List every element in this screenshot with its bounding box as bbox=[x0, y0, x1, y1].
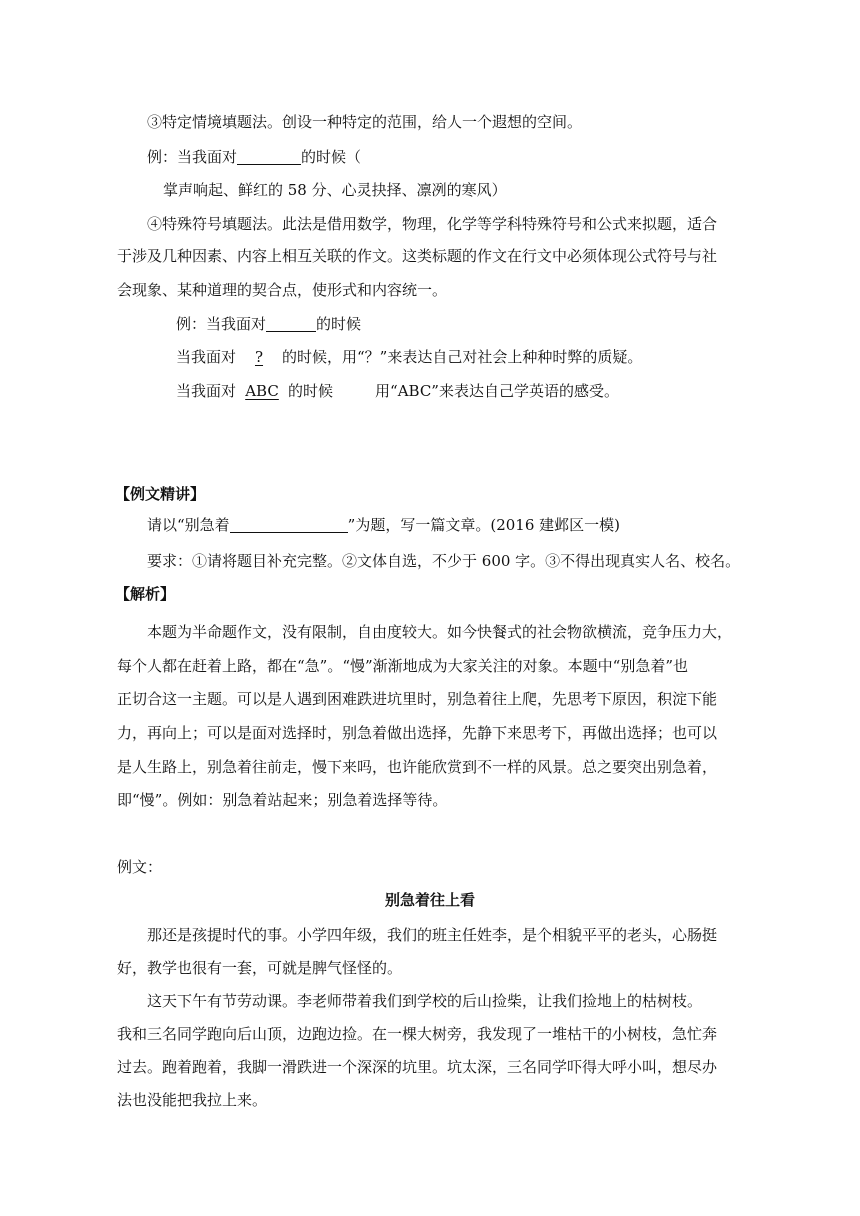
method-4-line-1: ④特殊符号填题法。此法是借用数学，物理，化学等学科特殊符号和公式来拟题，适合 bbox=[147, 215, 718, 233]
method-4-question-example bbox=[176, 347, 642, 367]
analysis-line-2: 每个人都在赶着上路，都在“急”。“慢”渐渐地成为大家关注的对象。本题中“别急着”也 bbox=[117, 657, 689, 675]
method-4-abc-example bbox=[176, 381, 619, 401]
analysis-line-3: 正切合这一主题。可以是人遇到困难跌进坑里时，别急着往上爬，先思考下原因，积淀下能 bbox=[117, 690, 718, 708]
abc-symbol: ABC bbox=[245, 382, 279, 400]
analysis-heading: 【解析】 bbox=[115, 585, 176, 603]
method-3-example bbox=[147, 147, 361, 167]
question-symbol: ? bbox=[254, 348, 264, 366]
method-3-text: ③特定情境填题法。创设一种特定的范围，给人一个遐想的空间。 bbox=[147, 113, 583, 131]
essay-prompt-blank bbox=[230, 516, 348, 533]
method-4-blank bbox=[266, 315, 316, 332]
method-4-example-prefix: 例：当我面对 bbox=[176, 315, 267, 333]
essay-p2-line-2: 我和三名同学跑向后山顶，边跑边捡。在一棵大树旁，我发现了一堆枯干的小树枝，急忙奔 bbox=[117, 1025, 718, 1043]
essay-prompt-suffix: ”为题，写一篇文章。(2016 建邺区一模) bbox=[347, 516, 620, 534]
analysis-line-4: 力，再向上；可以是面对选择时，别急着做出选择，先静下来思考下，再做出选择；也可以 bbox=[117, 724, 718, 742]
essay-prompt-prefix: 请以“别急着 bbox=[147, 516, 230, 534]
abc-suffix: 用“ABC”来表达自己学英语的感受。 bbox=[375, 382, 619, 400]
essay-label: 例文： bbox=[117, 858, 163, 876]
analysis-line-5: 是人生路上，别急着往前走，慢下来吗，也许能欣赏到不一样的风景。总之要突出别急着， bbox=[117, 758, 718, 776]
method-3-blank bbox=[237, 148, 301, 165]
method-3-example-suffix: 的时候（ bbox=[301, 148, 362, 166]
essay-p1-line-2: 好，教学也很有一套，可就是脾气怪怪的。 bbox=[117, 959, 403, 977]
essay-title: 别急着往上看 bbox=[384, 891, 475, 909]
question-suffix: 的时候，用“？”来表达自己对社会上种种时弊的质疑。 bbox=[282, 348, 643, 366]
essay-p2-line-3: 过去。跑着跑着，我脚一滑跌进一个深深的坑里。坑太深，三名同学吓得大呼小叫，想尽办 bbox=[117, 1058, 718, 1076]
essay-p2-line-1: 这天下午有节劳动课。李老师带着我们到学校的后山捡柴，让我们捡地上的枯树枝。 bbox=[147, 992, 703, 1010]
method-4-line-2: 于涉及几种因素、内容上相互关联的作文。这类标题的作文在行文中必须体现公式符号与社 bbox=[117, 247, 718, 265]
abc-prefix: 当我面对 bbox=[176, 382, 237, 400]
method-3-options: 掌声响起、鲜红的 58 分、心灵抉择、凛冽的寒风） bbox=[163, 181, 507, 199]
question-prefix: 当我面对 bbox=[176, 348, 237, 366]
essay-p2-line-4: 法也没能把我拉上来。 bbox=[117, 1091, 268, 1109]
method-4-line-3: 会现象、某种道理的契合点，使形式和内容统一。 bbox=[117, 281, 448, 299]
analysis-line-6: 即“慢”。例如：别急着站起来；别急着选择等待。 bbox=[117, 791, 448, 809]
abc-mid: 的时候 bbox=[288, 382, 334, 400]
method-3-example-prefix: 例：当我面对 bbox=[147, 148, 238, 166]
essay-requirements: 要求：①请将题目补充完整。②文体自选，不少于 600 字。③不得出现真实人名、校名。 bbox=[147, 552, 741, 570]
method-4-example bbox=[176, 314, 361, 334]
analysis-line-1: 本题为半命题作文，没有限制，自由度较大。如今快餐式的社会物欲横流，竞争压力大， bbox=[147, 623, 733, 641]
essay-prompt bbox=[147, 515, 620, 535]
example-section-heading: 【例文精讲】 bbox=[115, 485, 206, 503]
essay-p1-line-1: 那还是孩提时代的事。小学四年级，我们的班主任姓李，是个相貌平平的老头，心肠挺 bbox=[147, 926, 718, 944]
method-4-example-suffix: 的时候 bbox=[316, 315, 362, 333]
